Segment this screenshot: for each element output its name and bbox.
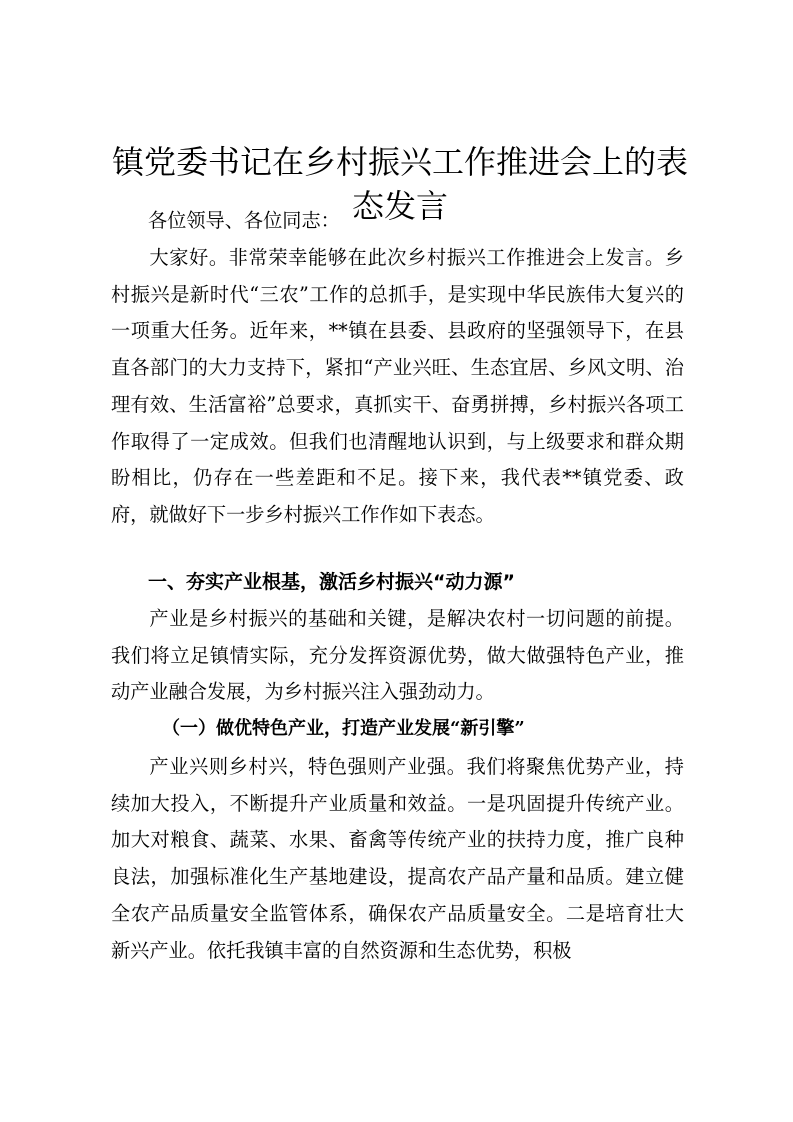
section-heading-1: 一、夯实产业根基，激活乡村振兴“动力源” — [148, 571, 515, 593]
subsection1-paragraph: 产业兴则乡村兴，特色强则产业强。我们将聚焦优势产业，持续加大投入，不断提升产业质量和效益。一是巩固提升传统产业。加大对粮食、蔬菜、水果、畜禽等传统产业的扶持力度，推广良种良法，加强标准化生产基地建设，提高农产品产量和品质。建立健全农产品质量安全监管体系，确保农产品质量安全。二是培育壮大新兴产业。依托我镇丰富的自然资源和生态优势，积极 — [111, 755, 684, 962]
section1-intro-paragraph: 产业是乡村振兴的基础和关键，是解决农村一切问题的前提。我们将立足镇情实际，充分发挥资源优势，做大做强特色产业，推动产业融合发展，为乡村振兴注入强劲动力。 — [111, 607, 684, 704]
section1-intro-block — [111, 601, 684, 711]
intro-paragraph: 大家好。非常荣幸能够在此次乡村振兴工作推进会上发言。乡村振兴是新时代“三农”工作的总抓手，是实现中华民族伟大复兴的一项重大任务。近年来，**镇在县委、县政府的坚强领导下，在县直各部门的大力支持下，紧扣“产业兴旺、生态宜居、乡风文明、治理有效、生活富裕”总要求，真抓实干、奋勇拼搏，乡村振兴各项工作取得了一定成效。但我们也清醒地认识到，与上级要求和群众期盼相比，仍存在一些差距和不足。接下来，我代表**镇党委、政府，就做好下一步乡村振兴工作作如下表态。 — [111, 246, 684, 526]
document-title: 镇党委书记在乡村振兴工作推进会上的表态发言 — [111, 143, 688, 225]
intro-block — [111, 240, 684, 534]
subsection-heading-1: （一）做优特色产业，打造产业发展“新引擎” — [162, 718, 525, 739]
subsection1-block — [111, 749, 684, 969]
salutation: 各位领导、各位同志： — [148, 209, 340, 232]
